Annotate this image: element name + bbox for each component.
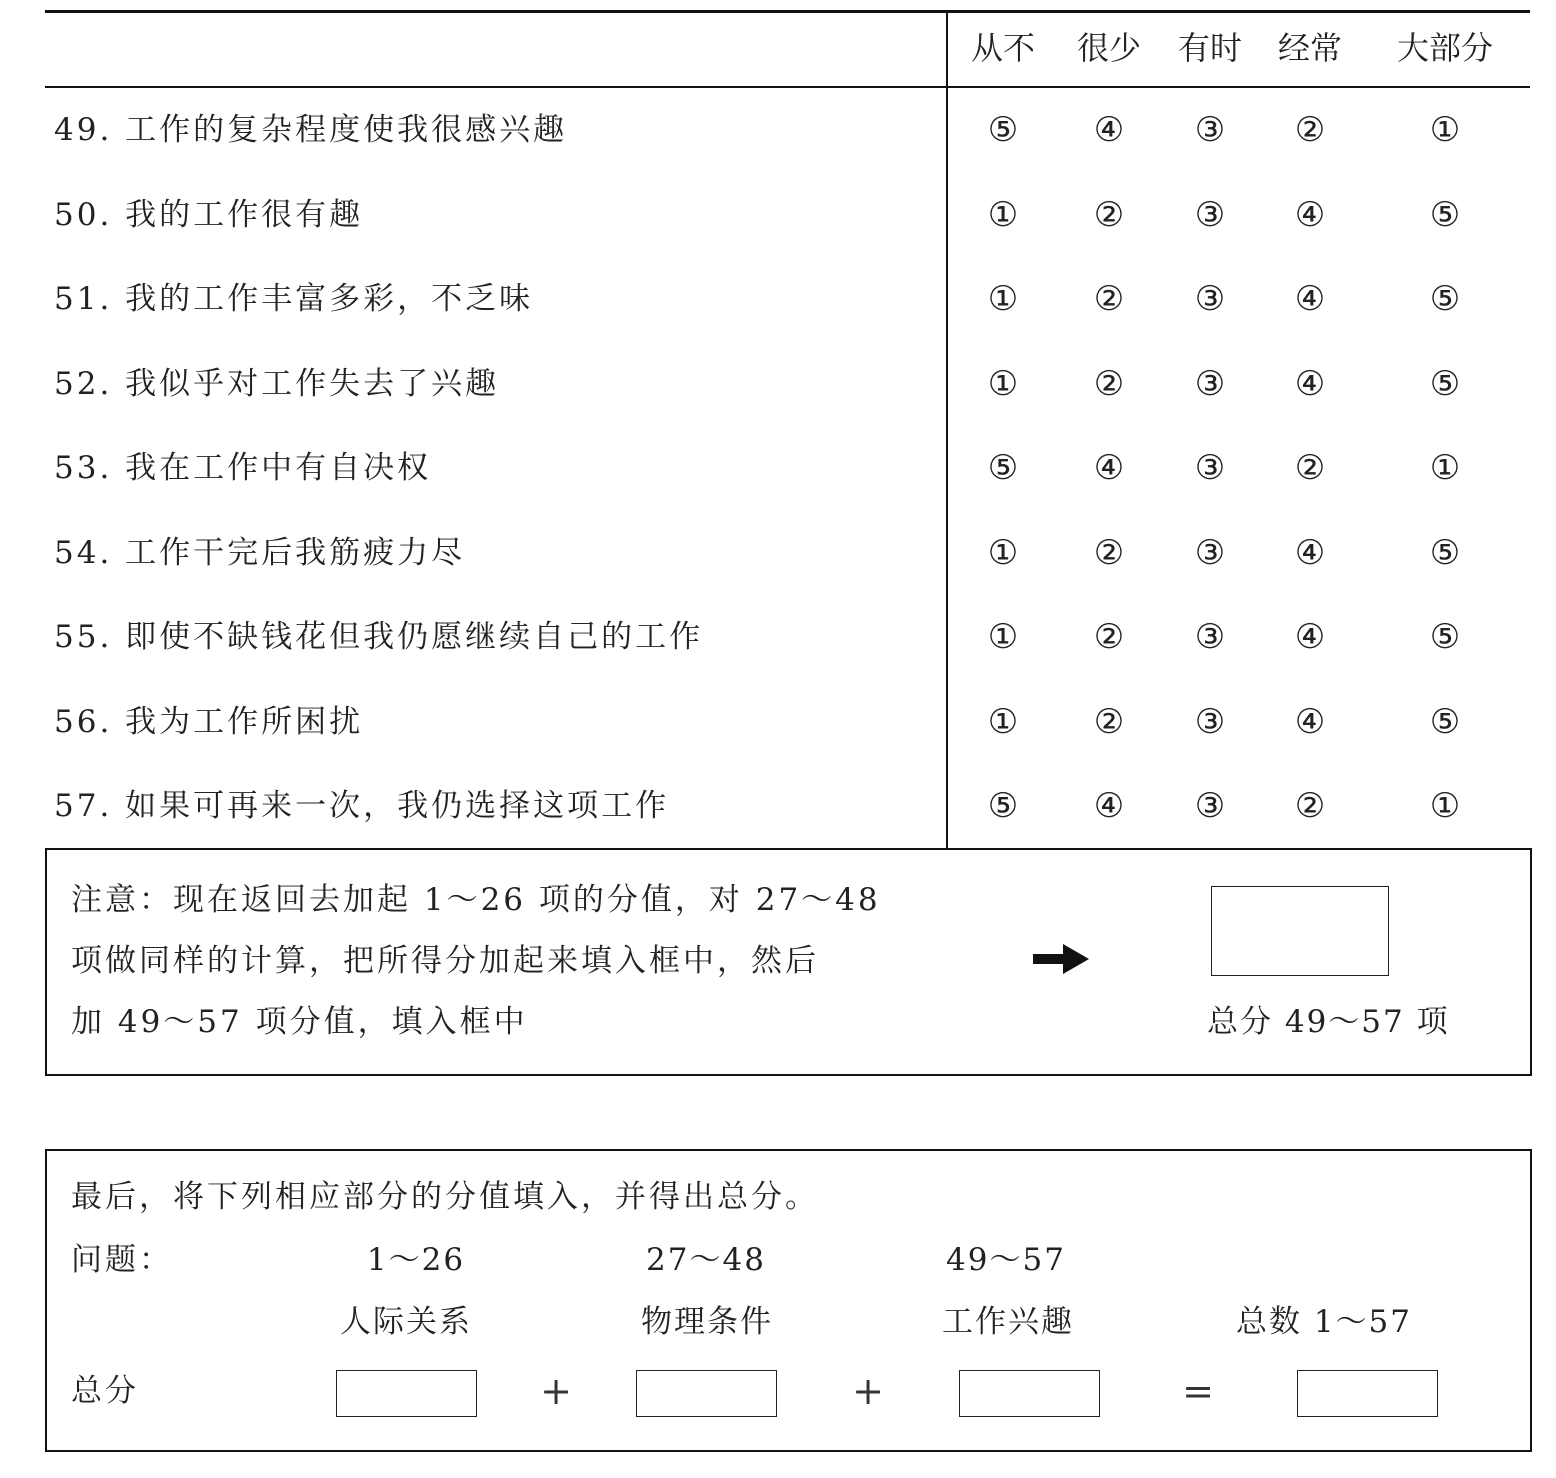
rating-option[interactable]: ④ [1294,701,1326,742]
table-row [0,173,1556,257]
grand-total-score-box[interactable] [1297,1370,1438,1417]
rating-option[interactable]: ⑤ [987,110,1019,150]
rating-option[interactable]: ④ [1093,448,1125,488]
rating-option[interactable]: ④ [1294,279,1326,319]
rating-option[interactable]: ③ [1194,701,1226,742]
rating-option[interactable]: ⑤ [1429,617,1461,657]
question-label: 问题： [71,1242,173,1278]
rating-option[interactable]: ④ [1294,617,1326,657]
rating-option[interactable]: ① [1429,786,1461,826]
rating-option[interactable]: ③ [1194,363,1226,404]
rating-option[interactable]: ② [1093,617,1125,657]
table-row [0,764,1556,848]
rating-option[interactable]: ① [1429,110,1461,150]
rating-option[interactable]: ⑤ [987,786,1019,826]
table-row [0,680,1556,764]
rating-option[interactable]: ⑤ [1429,194,1461,235]
table-row [0,257,1556,341]
rating-option[interactable]: ④ [1294,194,1326,235]
rating-option[interactable]: ⑤ [1429,363,1461,404]
rating-option[interactable]: ① [987,194,1019,235]
range-label: 1～26 [366,1242,466,1278]
interest-score-box[interactable] [959,1370,1100,1417]
table-row [0,342,1556,426]
range-label: 49～57 [946,1242,1066,1278]
column-header-never: 从不 [970,29,1035,67]
rating-option[interactable]: ② [1294,110,1326,150]
note-box [45,848,1532,1076]
rating-option[interactable]: ① [987,701,1019,742]
rating-option[interactable]: ② [1294,448,1326,488]
rating-option[interactable]: ② [1093,363,1125,404]
column-header-sometimes: 有时 [1177,29,1242,67]
question-text: 53. 我在工作中有自决权 [54,450,432,486]
rating-option[interactable]: ① [987,532,1019,573]
rating-option[interactable]: ③ [1194,532,1226,573]
category-label-interpersonal: 人际关系 [340,1304,472,1340]
rating-option[interactable]: ① [987,279,1019,319]
summary-instruction: 最后，将下列相应部分的分值填入，并得出总分。 [71,1179,819,1215]
question-text: 55. 即使不缺钱花但我仍愿继续自己的工作 [54,619,704,655]
rating-option[interactable]: ① [1429,448,1461,488]
equals-operator: = [1182,1369,1214,1413]
question-text: 51. 我的工作丰富多彩，不乏味 [54,281,534,317]
rating-option[interactable]: ④ [1093,110,1125,150]
note-line: 注意：现在返回去加起 1～26 项的分值，对 27～48 [71,882,881,918]
column-header-often: 经常 [1277,29,1342,67]
subtotal-score-box[interactable] [1211,886,1389,976]
rating-option[interactable]: ② [1093,701,1125,742]
rating-option[interactable]: ④ [1294,532,1326,573]
question-text: 50. 我的工作很有趣 [54,196,364,233]
subtotal-score-label: 总分 49～57 项 [1207,1004,1450,1040]
total-label: 总分 [71,1373,139,1409]
rating-option[interactable]: ⑤ [987,448,1019,488]
table-row [0,426,1556,510]
plus-operator: + [852,1369,884,1413]
rating-option[interactable]: ⑤ [1429,279,1461,319]
table-row [0,511,1556,595]
note-line: 项做同样的计算，把所得分加起来填入框中，然后 [71,943,819,979]
question-text: 57. 如果可再来一次，我仍选择这项工作 [54,788,670,824]
rating-option[interactable]: ④ [1093,786,1125,826]
question-text: 56. 我为工作所困扰 [54,703,364,740]
question-text: 52. 我似乎对工作失去了兴趣 [54,365,500,402]
table-row [0,595,1556,679]
rating-option[interactable]: ③ [1194,194,1226,235]
rating-option[interactable]: ⑤ [1429,532,1461,573]
physical-score-box[interactable] [636,1370,777,1417]
question-text: 54. 工作干完后我筋疲力尽 [54,534,466,571]
note-line: 加 49～57 项分值，填入框中 [71,1004,528,1040]
rating-option[interactable]: ② [1294,786,1326,826]
rating-option[interactable]: ① [987,363,1019,404]
category-label-interest: 工作兴趣 [942,1304,1074,1340]
rating-option[interactable]: ② [1093,279,1125,319]
rating-option[interactable]: ④ [1294,363,1326,404]
rating-option[interactable]: ① [987,617,1019,657]
interpersonal-score-box[interactable] [336,1370,477,1417]
category-label-total: 总数 1～57 [1235,1304,1413,1340]
rating-option[interactable]: ③ [1194,786,1226,826]
rating-option[interactable]: ② [1093,532,1125,573]
summary-box [45,1149,1532,1452]
table-row [0,88,1556,172]
plus-operator: + [540,1369,572,1413]
column-header-rarely: 很少 [1076,29,1141,67]
range-label: 27～48 [646,1242,766,1278]
rating-option[interactable]: ③ [1194,617,1226,657]
rating-option[interactable]: ⑤ [1429,701,1461,742]
rating-option[interactable]: ② [1093,194,1125,235]
column-header-mostly: 大部分 [1396,29,1493,67]
rating-option[interactable]: ③ [1194,448,1226,488]
category-label-physical: 物理条件 [641,1304,773,1340]
rating-option[interactable]: ③ [1194,110,1226,150]
rating-option[interactable]: ③ [1194,279,1226,319]
question-text: 49. 工作的复杂程度使我很感兴趣 [54,112,568,148]
table-top-rule [45,10,1530,13]
